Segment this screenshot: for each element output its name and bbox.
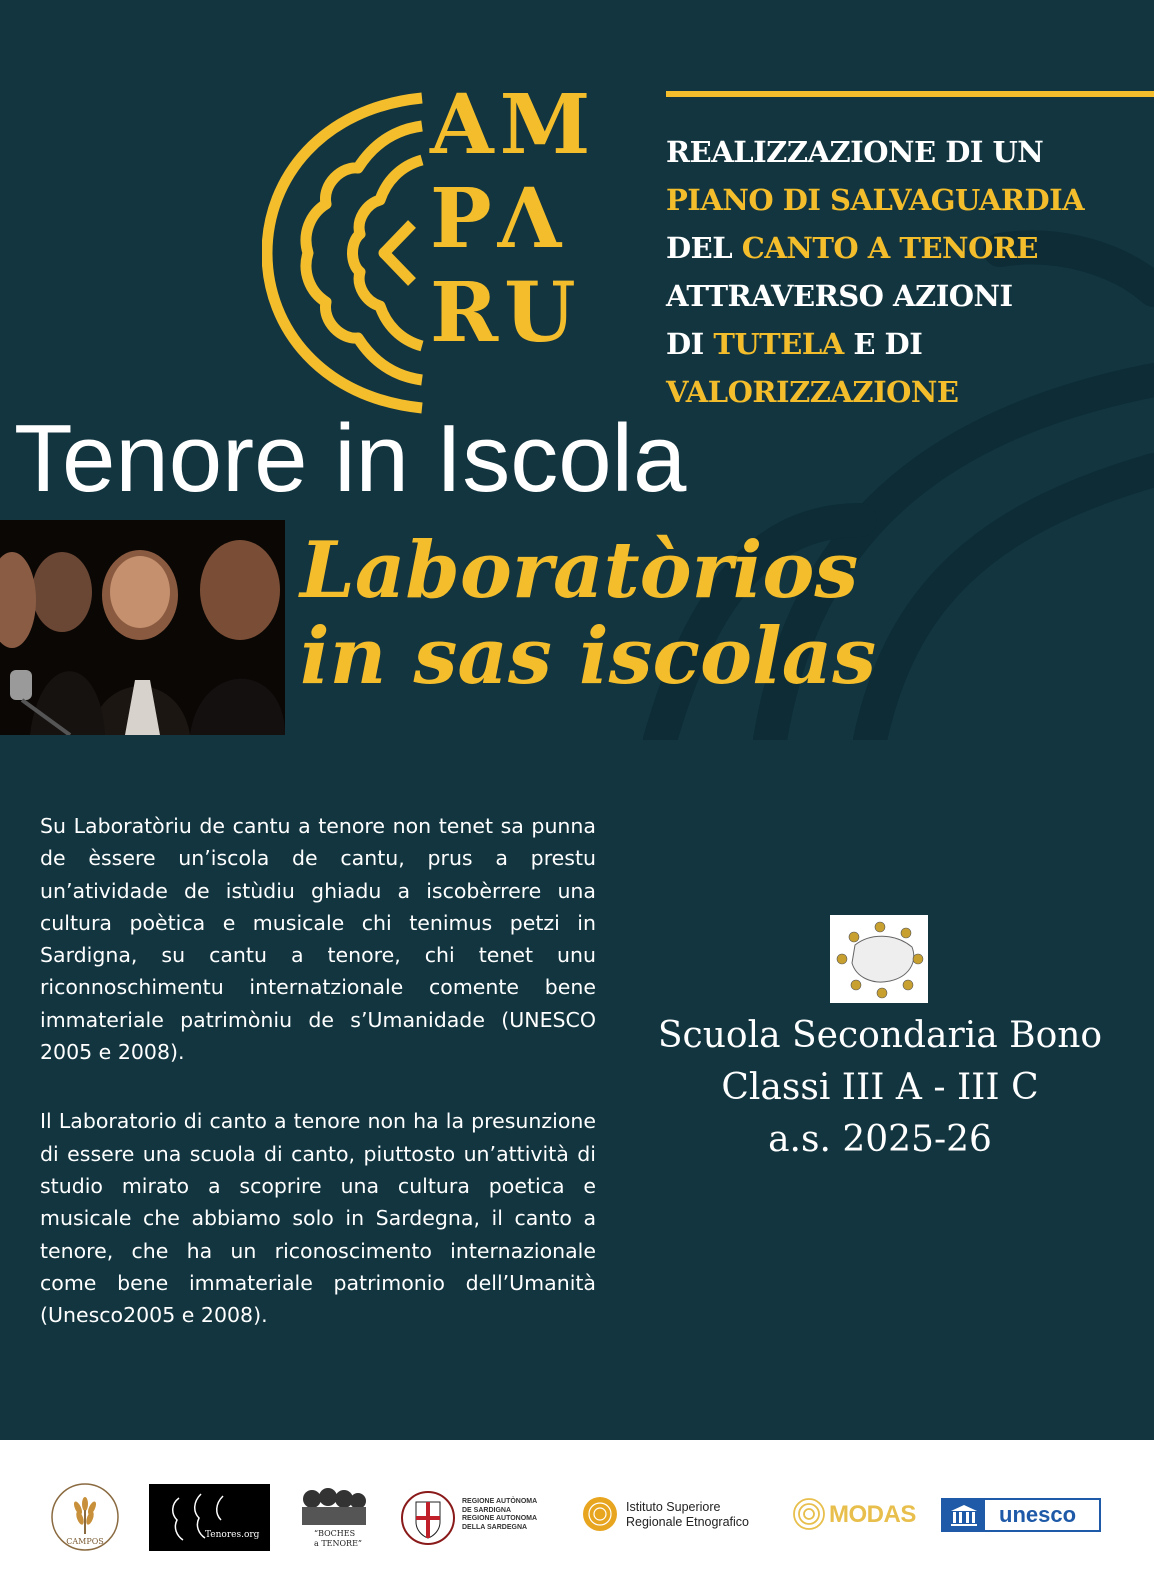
- regione-label-line-4: DELLA SARDEGNA: [462, 1523, 528, 1531]
- boches-label-line-2: a TENORE”: [314, 1539, 362, 1548]
- campos-logo: [50, 1482, 120, 1552]
- tenores-org-label: Tenores.org: [205, 1530, 260, 1540]
- school-map-logo: [830, 915, 928, 1003]
- isre-label-line-2: Regionale Etnografico: [626, 1515, 749, 1529]
- regione-label-line-2: DE SARDIGNA: [462, 1506, 512, 1514]
- subtitle-line-1: Laboratòrios: [300, 525, 859, 616]
- school-classes: Classi III A - III C: [721, 1067, 1039, 1108]
- singers-photo: [0, 520, 285, 735]
- unesco-logo: [941, 1498, 1101, 1532]
- project-line-2: PIANO DI SALVAGUARDIA: [666, 183, 1085, 217]
- project-line-3: [666, 224, 1146, 272]
- school-name: Scuola Secondaria Bono: [657, 1015, 1103, 1056]
- subtitle: [300, 525, 877, 702]
- logo-letters-row-3: RU: [430, 265, 582, 361]
- modas-label: MODAS: [829, 1501, 916, 1528]
- amparu-wave-icon: [262, 88, 432, 418]
- project-line-3-a: DEL: [666, 231, 742, 265]
- project-line-3-b: CANTO A TENORE: [741, 231, 1039, 265]
- project-description: [666, 128, 1146, 416]
- project-line-5-b: TUTELA: [713, 327, 844, 361]
- school-year: a.s. 2025-26: [768, 1119, 992, 1160]
- faces-icon: [298, 1483, 368, 1529]
- tenores-org-logo: [149, 1484, 270, 1551]
- boches-a-tenore-logo: [298, 1483, 368, 1555]
- isre-label: [626, 1500, 786, 1530]
- regione-crest-icon: [400, 1488, 456, 1548]
- regione-label-line-1: REGIONE AUTÒNOMA: [462, 1498, 538, 1505]
- unesco-label: unesco: [999, 1502, 1077, 1527]
- singers-silhouette-icon: [149, 1484, 270, 1551]
- top-rule-divider: [666, 91, 1154, 97]
- paragraph-sardinian: Su Laboratòriu de cantu a tenore non tenet sa punna de èssere un’iscola de cantu, prus a prestu un’atividade de istùdiu ghiadu a iscobèrrere una cultura poètica e musicale chi tenimus petzi in Sardigna, su cantu a tenore, chi tenet unu riconnoschimentu internatzionale comente bene immateriale patrimòniu de s’Umanidade (UNESCO 2005 e 2008).: [40, 814, 596, 1065]
- page-title: Tenore in Iscola: [14, 405, 687, 512]
- unesco-temple-icon: [943, 1500, 985, 1530]
- isre-label-line-1: Istituto Superiore: [626, 1500, 721, 1514]
- isre-logo: [580, 1494, 780, 1538]
- school-info: [630, 1010, 1130, 1166]
- project-line-5-c: E DI: [843, 327, 923, 361]
- paragraph-italian: Il Laboratorio di canto a tenore non ha la presunzione di essere una scuola di canto, piuttosto un’attività di studio mirato a scoprire una cultura poetica e musicale che abbiamo solo in Sardegna, il canto a tenore, che ha un riconoscimento internazionale come bene immateriale patrimonio dell’Umanità (Unesco2005 e 2008).: [40, 1109, 596, 1328]
- logo-letters-row-1: AM: [430, 77, 597, 173]
- regione-sardegna-logo: [400, 1488, 560, 1548]
- regione-sardegna-label: [462, 1498, 562, 1532]
- project-line-4: ATTRAVERSO AZIONI: [666, 279, 1013, 313]
- regione-label-line-3: REGIONE AUTONOMA: [462, 1515, 538, 1522]
- description-text: [40, 810, 596, 1331]
- boches-a-tenore-label: [314, 1529, 370, 1549]
- project-line-6: VALORIZZAZIONE: [666, 375, 959, 409]
- modas-logo: [792, 1497, 916, 1535]
- campos-logo-label: CAMPOS: [66, 1537, 104, 1546]
- subtitle-line-2: in sas iscolas: [300, 611, 877, 702]
- boches-label-line-1: “BOCHES: [314, 1529, 356, 1538]
- project-line-1: REALIZZAZIONE DI UN: [666, 135, 1044, 169]
- amparu-logo-wordmark: [430, 78, 630, 360]
- project-line-5: [666, 320, 1146, 368]
- project-line-5-a: DI: [666, 327, 714, 361]
- sun-icon: [580, 1494, 620, 1534]
- concentric-circles-icon: [792, 1497, 826, 1531]
- logo-letters-row-2: PΛ: [430, 171, 568, 267]
